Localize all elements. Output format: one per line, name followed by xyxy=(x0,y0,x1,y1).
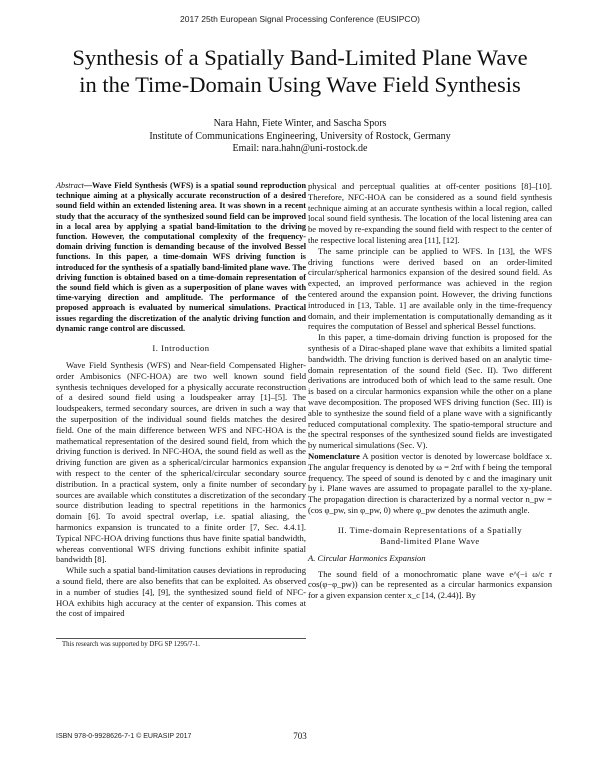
conference-header: 2017 25th European Signal Processing Conference (EUSIPCO) xyxy=(179,14,421,24)
left-column xyxy=(56,181,306,619)
right-paragraph-1: physical and perceptual qualities at off-center positions [8]–[10]. Therefore, NFC-HOA can be considered as a sound field synthesis technique aiming at an accurate synthesis within a local region, called local sound field synthesis. The location of the local listening area can be moved by re-expanding the sound field with respect to the center of the respective local listening area [11], [12]. xyxy=(308,181,552,245)
right-paragraph-4: The sound field of a monochromatic plane wave e^(−i ω/c r cos(φ−φ_pw)) can be represented as a circular harmonics expansion for a given expansion center x_c [14, (2.44)]. By xyxy=(308,568,552,601)
title-line-2: in the Time-Domain Using Wave Field Synthesis xyxy=(79,72,521,97)
footnote-text: This research was supported by DFG SP 1295/7-1. xyxy=(62,641,200,648)
intro-paragraph-1: Wave Field Synthesis (WFS) and Near-field Compensated Higher-order Ambisonics (NFC-HOA) are two well known sound field synthesis techniques developed for a physically accurate reconstruction of a desired sound field using a loudspeaker array [1]–[5]. The loudspeakers, termed secondary sources, are driven in such a way that the superposition of the individual sound fields matches the desired field. One of the main difference between WFS and NFC-HOA is the mathematical representation of the desired sound field, from which the driving function is derived. In NFC-HOA, the sound field as well as the driving function are given as a spherical/circular harmonics expansion with respect to the center of the spherical/circular secondary source distribution. In a practical system, only a finite number of secondary sources are available which constitutes a discretization of the secondary source distribution leading to spectral repetitions in the harmonics domain [6]. To avoid spectral overlap, i.e. spatial aliasing, the harmonics expansion is truncated to a finite order [7, Sec. 4.4.1]. Typical NFC-HOA driving functions thus have finite spatial bandwidth, whereas conventional WFS driving functions exhibit infinite spatial bandwidth [8]. xyxy=(56,360,306,565)
right-paragraph-3: In this paper, a time-domain driving function is proposed for the synthesis of a Dirac-shaped plane wave that exhibits a limited spatial bandwidth. The driving function is derived based on an analytic time-domain representation of the sound field (Sec. II). Two different derivations are introduced both of which lead to the same result. One is based on a circular harmonics expansion while the other on a plane wave decomposition. The proposed WFS driving function (Sec. III) is able to synthesize the sound field of a plane wave with a significantly reduced computational complexity. The spatio-temporal structure and the spectral responses of the synthesized sound fields are investigated by numerical simulations (Sec. V). xyxy=(308,332,552,451)
right-paragraph-2: The same principle can be applied to WFS. In [13], the WFS driving functions were derived based on an order-limited circular/spherical harmonics expansion of the desired sound field. As expected, an improved performance was achieved in the region centered around the expansion point. However, the driving functions introduced in [13, Table. 1] are available only in the time-frequency domain, and their implementation is computationally demanding as it requires the computation of Bessel and spherical Bessel functions. xyxy=(308,245,552,332)
right-column xyxy=(308,181,552,601)
abstract xyxy=(56,181,306,334)
affiliation: Institute of Communications Engineering, University of Rostock, Germany xyxy=(149,130,451,142)
page-number: 703 xyxy=(293,731,307,741)
nomenclature-paragraph xyxy=(308,451,552,516)
authors: Nara Hahn, Fiete Winter, and Sascha Spors xyxy=(213,118,387,129)
title-line-1: Synthesis of a Spatially Band-Limited Plane Wave xyxy=(72,45,528,70)
nomenclature-text: A position vector is denoted by lowercase boldface x. The angular frequency is denoted by ω = 2πf with f being the temporal frequency. The speed of sound is denoted by c and the imaginary unit by i. Plane waves are assumed to propagate parallel to the xy-plane. The propagation direction is characterized by a normal vector n_pw = (cos φ_pw, sin φ_pw, 0) where φ_pw denotes the azimuth angle. xyxy=(308,450,552,515)
nomenclature-label: Nomenclature xyxy=(308,450,360,461)
abstract-body: —Wave Field Synthesis (WFS) is a spatial sound reproduction technique aiming at a physically accurate reconstruction of a desired sound field within an extended listening area. It was shown in a recent study that the accuracy of the synthesized sound field can be improved in a local area by applying a spatial band-limitation to the driving function. However, the computational complexity of the frequency-domain driving function is demanding because of the involved Bessel functions. In this paper, a time-domain WFS driving function is introduced for the synthesis of a spatially band-limited plane wave. The driving function is obtained based on a time-domain representation of the sound field which is given as a superposition of plane waves with time-varying direction and amplitude. The performance of the proposed approach is evaluated by numerical simulations. Practical issues regarding the discretization of the analytic driving function and dynamic range control are discussed. xyxy=(56,181,306,333)
subsection-heading-a: A. Circular Harmonics Expansion xyxy=(308,552,426,563)
section-heading-introduction: I. Introduction xyxy=(152,343,210,354)
paper-title xyxy=(20,44,580,98)
author-block xyxy=(0,118,600,156)
section-heading-2 xyxy=(308,525,552,547)
abstract-lead: Abstract xyxy=(56,181,84,190)
isbn-footer: ISBN 978-0-9928626-7-1 © EURASIP 2017 xyxy=(56,733,192,740)
section-2-heading-line-1: II. Time-domain Representations of a Spatially xyxy=(337,524,523,535)
email[interactable]: Email: nara.hahn@uni-rostock.de xyxy=(232,143,368,154)
footnote xyxy=(56,638,306,648)
intro-paragraph-2: While such a spatial band-limitation causes deviations in reproducing a sound field, there are also benefits that can be exploited. As observed in a number of studies [4], [9], the synthesized sound field of NFC-HOA exhibits high accuracy at the center of expansion. This comes at the cost of impaired xyxy=(56,565,306,619)
section-2-heading-line-2: Band-limited Plane Wave xyxy=(380,535,480,546)
